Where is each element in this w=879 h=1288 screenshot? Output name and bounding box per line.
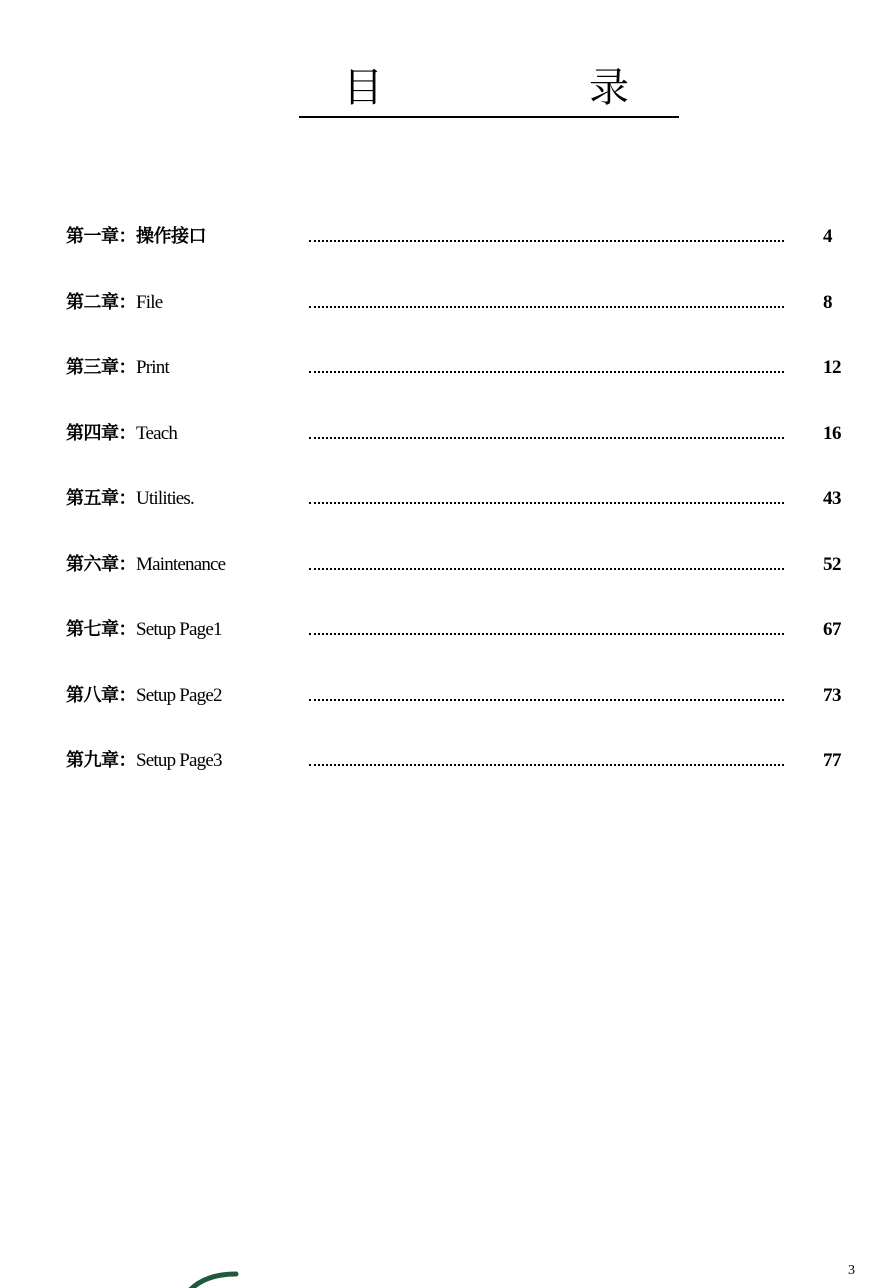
toc-entry-8[interactable]	[66, 681, 856, 747]
toc-entry-label	[66, 681, 222, 711]
toc-leader-dots	[309, 240, 784, 242]
toc-page-number: 67	[823, 619, 841, 640]
toc-leader-dots	[309, 371, 784, 373]
toc-title	[299, 62, 679, 118]
toc-chapter-name: 操作接口	[136, 226, 206, 247]
toc-page-number: 16	[823, 422, 841, 444]
toc-entry-label	[66, 550, 225, 580]
toc-chapter-name: Setup Page3	[136, 750, 222, 771]
toc-chapter-number: 第七章：	[66, 619, 136, 640]
toc-chapter-number: 第五章：	[66, 488, 136, 509]
toc-entry-2[interactable]	[66, 288, 856, 354]
toc-entry-7[interactable]	[66, 615, 856, 681]
toc-page-number: 4	[823, 226, 832, 247]
toc-page-number: 77	[823, 750, 841, 771]
toc-entry-label	[66, 484, 194, 514]
toc-entry-3[interactable]	[66, 353, 856, 419]
toc-page-number: 52	[823, 553, 841, 575]
toc-chapter-name: Setup Page1	[136, 619, 222, 640]
toc-chapter-number: 第二章：	[66, 291, 136, 313]
toc-chapter-name: Teach	[136, 422, 178, 444]
footer-page-number: 3	[848, 1263, 855, 1278]
toc-leader-dots	[309, 502, 784, 504]
table-of-contents	[66, 222, 856, 812]
toc-chapter-number: 第四章：	[66, 422, 136, 444]
toc-entry-9[interactable]	[66, 746, 856, 812]
toc-entry-label	[66, 615, 222, 645]
toc-page-number: 43	[823, 488, 841, 509]
toc-chapter-name: Utilities.	[136, 488, 194, 509]
toc-chapter-number: 第三章：	[66, 357, 136, 378]
toc-leader-dots	[309, 568, 784, 570]
toc-chapter-number: 第一章：	[66, 226, 136, 247]
toc-leader-dots	[309, 764, 784, 766]
title-char-1: 目	[343, 65, 383, 111]
toc-leader-dots	[309, 699, 784, 701]
toc-chapter-number: 第六章：	[66, 553, 136, 575]
title-char-2: 录	[589, 65, 629, 111]
toc-entry-6[interactable]	[66, 550, 856, 616]
toc-entry-label	[66, 353, 169, 383]
toc-entry-label	[66, 288, 162, 318]
toc-entry-5[interactable]	[66, 484, 856, 550]
toc-chapter-name: Maintenance	[136, 553, 226, 575]
toc-chapter-name: File	[136, 291, 163, 313]
toc-chapter-number: 第九章：	[66, 750, 136, 771]
toc-page-number: 12	[823, 357, 841, 378]
toc-chapter-number: 第八章：	[66, 684, 136, 706]
toc-entry-label	[66, 419, 177, 449]
company-logo	[188, 1266, 318, 1288]
toc-leader-dots	[309, 306, 784, 308]
toc-entry-label	[66, 746, 222, 776]
toc-entry-1[interactable]	[66, 222, 856, 288]
toc-leader-dots	[309, 437, 784, 439]
logo-arc-icon	[188, 1266, 318, 1288]
toc-chapter-name: Print	[136, 357, 169, 378]
toc-chapter-name: Setup Page2	[136, 684, 222, 706]
toc-page-number: 8	[823, 291, 832, 313]
toc-entry-4[interactable]	[66, 419, 856, 485]
toc-entry-label	[66, 222, 206, 252]
toc-leader-dots	[309, 633, 784, 635]
toc-page-number: 73	[823, 684, 841, 706]
